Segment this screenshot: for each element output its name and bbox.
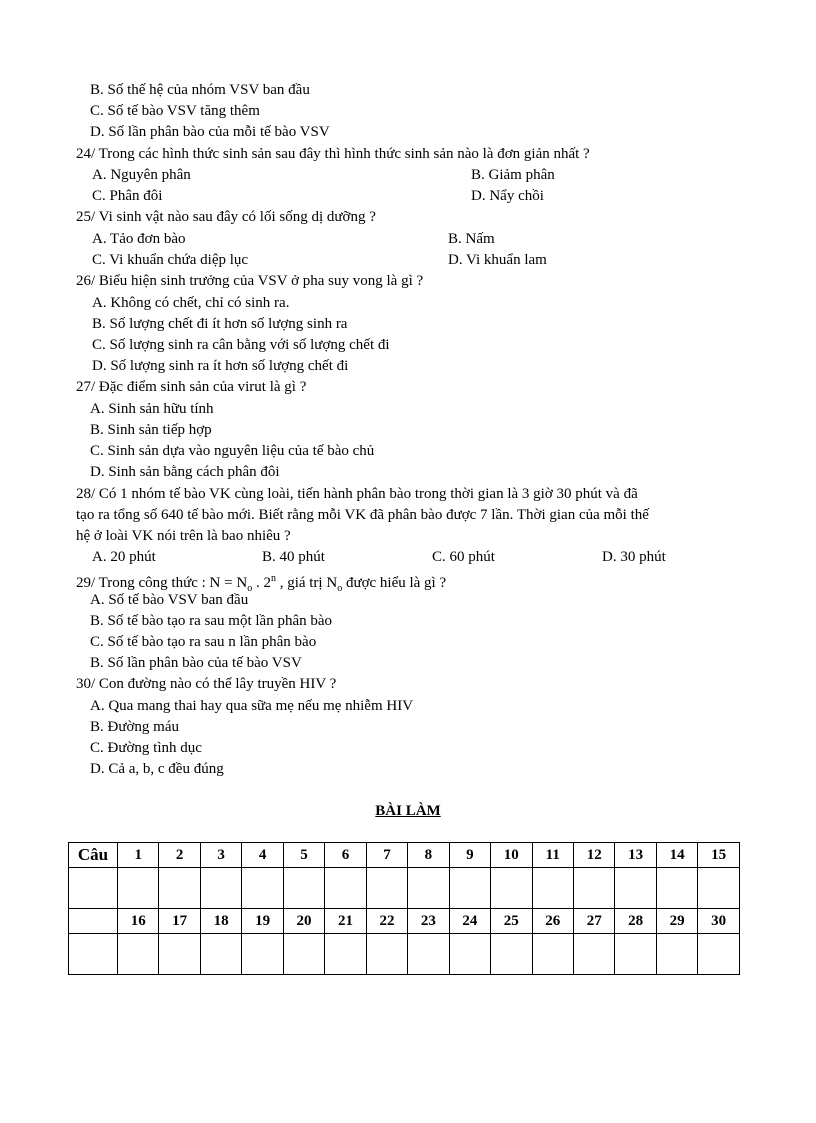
- q27-option-d: D. Sinh sản bằng cách phân đôi: [90, 464, 280, 480]
- q27-option-a: A. Sinh sản hữu tính: [90, 401, 214, 417]
- answer-cell: [532, 934, 573, 975]
- q29-question-suffix2: được hiểu là gì ?: [342, 575, 447, 591]
- question-number-cell: 13: [615, 843, 656, 868]
- question-number-cell: 27: [573, 909, 614, 934]
- question-number-cell: 7: [366, 843, 407, 868]
- question-number-cell: 5: [283, 843, 324, 868]
- q26-option-a: A. Không có chết, chỉ có sinh ra.: [92, 295, 290, 311]
- question-number-cell: 2: [159, 843, 200, 868]
- question-number-cell: 6: [325, 843, 366, 868]
- q29-question-prefix: 29/ Trong công thức : N = N: [76, 575, 248, 591]
- question-number-cell: 9: [449, 843, 490, 868]
- q27-option-c: C. Sinh sản dựa vào nguyên liệu của tế bào chủ: [90, 443, 375, 459]
- q24-option-a: A. Nguyên phân: [92, 167, 191, 183]
- question-number-cell: 18: [200, 909, 241, 934]
- answer-cell: [573, 934, 614, 975]
- answer-cell: [118, 934, 159, 975]
- question-number-cell: 20: [283, 909, 324, 934]
- q26-question: 26/ Biểu hiện sinh trưởng của VSV ở pha suy vong là gì ?: [76, 273, 424, 289]
- answer-cell: [656, 868, 697, 909]
- answer-cell: [449, 934, 490, 975]
- answer-cell: [283, 934, 324, 975]
- question-number-cell: 23: [408, 909, 449, 934]
- answer-cell: [366, 868, 407, 909]
- q28-option-c: C. 60 phút: [432, 549, 495, 565]
- question-number-cell: 22: [366, 909, 407, 934]
- answer-cell: [325, 868, 366, 909]
- answer-cell: [615, 868, 656, 909]
- q24-option-d: D. Nẩy chồi: [471, 188, 544, 204]
- answer-cell: [366, 934, 407, 975]
- question-number-cell: 16: [118, 909, 159, 934]
- answer-cell: [159, 868, 200, 909]
- question-number-cell: 11: [532, 843, 573, 868]
- q29-option-b: B. Số tế bào tạo ra sau một lần phân bào: [90, 613, 333, 629]
- question-number-cell: 3: [200, 843, 241, 868]
- q29-subscript-o: o: [247, 583, 253, 594]
- q26-option-d: D. Số lượng sinh ra ít hơn số lượng chết đi: [92, 358, 349, 374]
- q29-option-d: B. Số lần phân bào của tế bào VSV: [90, 655, 302, 671]
- q24-option-b: B. Giảm phân: [471, 167, 555, 183]
- question-number-cell: 10: [491, 843, 532, 868]
- question-number-cell: 25: [491, 909, 532, 934]
- q25-option-a: A. Tảo đơn bào: [92, 231, 186, 247]
- question-number-cell: 24: [449, 909, 490, 934]
- answer-label-cell: Câu: [69, 843, 118, 868]
- answer-cell: [532, 868, 573, 909]
- q29-option-a: A. Số tế bào VSV ban đầu: [90, 592, 249, 608]
- q28-option-b: B. 40 phút: [262, 549, 325, 565]
- q29-superscript-n: n: [270, 573, 276, 584]
- q29-option-c: C. Số tế bào tạo ra sau n lần phân bào: [90, 634, 317, 650]
- answer-cell: [242, 934, 283, 975]
- answer-cell: [325, 934, 366, 975]
- question-number-cell: 30: [698, 909, 740, 934]
- question-number-cell: 12: [573, 843, 614, 868]
- q28-question-line1: 28/ Có 1 nhóm tế bào VK cùng loài, tiến hành phân bào trong thời gian là 3 giờ 30 phút và đã: [76, 486, 638, 502]
- q23-option-d: D. Số lần phân bào của mỗi tế bào VSV: [90, 124, 330, 140]
- q25-option-c: C. Vi khuẩn chứa diệp lục: [92, 252, 249, 268]
- q27-option-b: B. Sinh sản tiếp hợp: [90, 422, 212, 438]
- question-number-cell: 29: [656, 909, 697, 934]
- q28-option-d: D. 30 phút: [602, 549, 666, 565]
- q29-subscript-o2: o: [337, 583, 343, 594]
- q30-option-b: B. Đường máu: [90, 719, 179, 735]
- q30-question: 30/ Con đường nào có thể lây truyền HIV ?: [76, 676, 337, 692]
- question-number-cell: 14: [656, 843, 697, 868]
- q26-option-c: C. Số lượng sinh ra cân bằng với số lượng chết đi: [92, 337, 390, 353]
- q24-question: 24/ Trong các hình thức sinh sản sau đây thì hình thức sinh sản nào là đơn giản nhất ?: [76, 146, 590, 162]
- question-number-cell: 21: [325, 909, 366, 934]
- answer-cell: [200, 868, 241, 909]
- q25-option-d: D. Vi khuẩn lam: [448, 252, 547, 268]
- question-number-cell: 4: [242, 843, 283, 868]
- answer-sheet-title: BÀI LÀM: [375, 803, 441, 819]
- q30-option-a: A. Qua mang thai hay qua sữa mẹ nếu mẹ nhiễm HIV: [90, 698, 414, 714]
- q26-option-b: B. Số lượng chết đi ít hơn số lượng sinh ra: [92, 316, 348, 332]
- answer-blank-row-2: [69, 934, 740, 975]
- answer-table: [68, 842, 740, 975]
- question-number-cell: 8: [408, 843, 449, 868]
- q28-option-a: A. 20 phút: [92, 549, 156, 565]
- question-number-cell: 26: [532, 909, 573, 934]
- answer-cell: [573, 868, 614, 909]
- answer-cell: [159, 934, 200, 975]
- answer-cell: [118, 868, 159, 909]
- answer-label-cell-empty: [69, 909, 118, 934]
- answer-cell: [69, 868, 118, 909]
- q27-question: 27/ Đặc điểm sinh sản của virut là gì ?: [76, 379, 307, 395]
- question-number-cell: 1: [118, 843, 159, 868]
- question-number-cell: 15: [698, 843, 740, 868]
- answer-cell: [656, 934, 697, 975]
- answer-cell: [283, 868, 324, 909]
- answer-blank-row-1: [69, 868, 740, 909]
- answer-cell: [242, 868, 283, 909]
- q28-question-line3: hệ ở loài VK nói trên là bao nhiêu ?: [76, 528, 291, 544]
- answer-cell: [491, 868, 532, 909]
- question-number-cell: 28: [615, 909, 656, 934]
- answer-cell: [698, 868, 740, 909]
- q29-question-suffix1: , giá trị N: [275, 575, 338, 591]
- answer-cell: [615, 934, 656, 975]
- question-number-cell: 19: [242, 909, 283, 934]
- answer-cell: [408, 934, 449, 975]
- answer-cell: [408, 868, 449, 909]
- answer-header-row-2: [69, 909, 740, 934]
- q23-option-b: B. Số thế hệ của nhóm VSV ban đầu: [90, 82, 310, 98]
- q24-option-c: C. Phân đôi: [92, 188, 163, 204]
- answer-cell: [69, 934, 118, 975]
- q25-option-b: B. Nấm: [448, 231, 495, 247]
- answer-cell: [200, 934, 241, 975]
- answer-header-row-1: [69, 843, 740, 868]
- question-number-cell: 17: [159, 909, 200, 934]
- answer-cell: [491, 934, 532, 975]
- q30-option-d: D. Cả a, b, c đều đúng: [90, 761, 224, 777]
- q28-question-line2: tạo ra tổng số 640 tế bào mới. Biết rằng mỗi VK đã phân bào được 7 lần. Thời gian của mỗi thế: [76, 507, 649, 523]
- q25-question: 25/ Vi sinh vật nào sau đây có lối sống dị dưỡng ?: [76, 209, 376, 225]
- q23-option-c: C. Số tế bào VSV tăng thêm: [90, 103, 260, 119]
- answer-cell: [698, 934, 740, 975]
- answer-cell: [449, 868, 490, 909]
- q29-question-mid: . 2: [252, 575, 271, 591]
- q30-option-c: C. Đường tình dục: [90, 740, 202, 756]
